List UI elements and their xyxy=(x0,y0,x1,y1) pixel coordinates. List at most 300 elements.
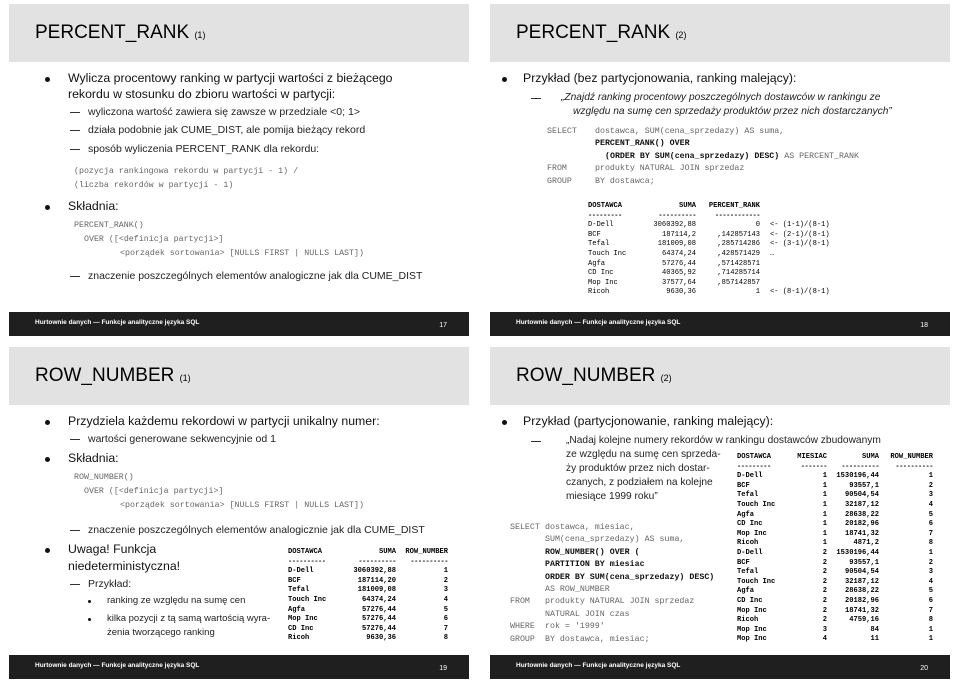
table-cell: CD Inc xyxy=(737,596,763,605)
sql-line xyxy=(510,522,740,534)
table-cell: 64374,24 xyxy=(661,249,696,258)
sql-line xyxy=(510,634,740,646)
table-cell: 7 xyxy=(928,606,933,615)
bullet-dot xyxy=(45,205,50,210)
syntax-line: <porządek sortowania> [NULLS FIRST | NULLS LAST]) xyxy=(120,249,364,258)
table-cell: 2 xyxy=(443,576,448,585)
slide-title-bar xyxy=(490,347,950,405)
table-row xyxy=(737,597,933,607)
table-cell xyxy=(760,279,840,289)
sql-query xyxy=(547,126,877,188)
table-cell: 0 xyxy=(755,221,760,230)
slide-18 xyxy=(481,0,959,340)
syntax-line: ROW_NUMBER() xyxy=(74,473,134,482)
table-cell: 3 xyxy=(443,586,448,595)
table-cell xyxy=(760,269,840,279)
table-cell: BCF xyxy=(737,481,750,490)
table-cell: 187114,2 xyxy=(661,230,696,239)
sql-clause: ROW_NUMBER() OVER ( xyxy=(545,547,640,557)
table-row xyxy=(737,578,933,588)
sql-clause: PERCENT_RANK() OVER xyxy=(595,139,690,149)
table-cell: MIESIAC xyxy=(797,453,827,461)
table-cell: 4 xyxy=(928,577,933,586)
table-cell: 4871,2 xyxy=(853,539,879,548)
table-cell: 2 xyxy=(928,481,933,490)
table-cell: BCF xyxy=(288,576,301,585)
table-cell: 2 xyxy=(928,558,933,567)
sql-line xyxy=(510,572,740,584)
table-cell: SUMA xyxy=(378,548,396,556)
sub-bullet: znaczenie poszczególnych elementów analogiczne jak dla CUME_DIST xyxy=(88,270,423,282)
table-cell: 181009,08 xyxy=(657,240,696,249)
table-cell: 6 xyxy=(928,520,933,529)
table-cell: 6 xyxy=(928,596,933,605)
table-cell: 64374,24 xyxy=(361,595,396,604)
table-cell: 3060392,88 xyxy=(653,221,696,230)
sql-line xyxy=(510,559,740,571)
sql-keyword: WHERE xyxy=(510,622,535,632)
sql-clause: produkty NATURAL JOIN sprzedaz xyxy=(545,597,695,607)
sql-keyword: GROUP xyxy=(547,176,572,186)
sub-bullet: ranking ze względu na sumę cen xyxy=(107,595,246,606)
table-cell: 4 xyxy=(928,500,933,509)
sql-clause: PARTITION BY miesiac xyxy=(545,560,645,570)
table-cell: Touch Inc xyxy=(588,249,627,258)
table-row xyxy=(737,616,933,626)
sql-keyword: GROUP xyxy=(510,634,535,644)
sql-clause: (ORDER BY SUM(cena_sprzedazy) DESC) xyxy=(605,151,780,161)
slide-title: PERCENT_RANK (1) xyxy=(35,22,206,43)
sub-bullet: Przykład: xyxy=(88,578,132,590)
table-cell: 1530196,44 xyxy=(836,548,879,557)
table-row xyxy=(737,530,933,540)
bullet-text: Przydziela każdemu rekordowi w partycji unikalny numer: xyxy=(68,414,380,428)
table-cell: CD Inc xyxy=(737,520,763,529)
table-row xyxy=(737,511,933,521)
sql-line xyxy=(510,621,740,633)
syntax-line: OVER ([<definicja partycji>] xyxy=(84,487,224,496)
table-cell: SUMA xyxy=(861,453,879,461)
slide-title-bar xyxy=(9,347,469,405)
table-cell: 1530196,44 xyxy=(836,472,879,481)
table-cell: 2 xyxy=(822,606,827,615)
bullet-text: Uwaga! Funkcja xyxy=(68,542,157,556)
sql-clause: rok = '1999' xyxy=(545,622,605,632)
bullet-text: niedeterministyczna! xyxy=(68,559,181,573)
page-number: 19 xyxy=(439,665,447,672)
quote-line: miesiące 1999 roku” xyxy=(566,491,658,502)
slide-footer xyxy=(9,312,469,336)
dash xyxy=(70,149,80,150)
table-cell: 2 xyxy=(822,568,827,577)
quote-line: „Znajdź ranking procentowy poszczególnych dostawców w rankingu ze xyxy=(561,92,881,103)
table-cell: 1 xyxy=(755,288,760,297)
sql-clause: BY dostawca, miesiac; xyxy=(545,634,650,644)
table-cell: 40365,92 xyxy=(661,269,696,278)
table-cell: Ricoh xyxy=(737,616,759,625)
table-cell: D-Dell xyxy=(288,567,314,576)
table-header-row xyxy=(737,453,933,463)
syntax-line: OVER ([<definicja partycji>] xyxy=(84,235,224,244)
slide-20 xyxy=(481,343,959,683)
table-cell: <- (8-1)/(8-1) xyxy=(770,288,830,297)
slide-title-bar xyxy=(9,4,469,62)
dash xyxy=(70,530,80,531)
table-row xyxy=(288,586,448,596)
table-cell: D-Dell xyxy=(588,221,614,230)
table-row xyxy=(588,260,840,270)
table-cell: 1 xyxy=(822,539,827,548)
table-header-row xyxy=(288,548,448,558)
table-cell: ROW_NUMBER xyxy=(405,548,448,556)
dash xyxy=(531,441,541,442)
sql-clause: produkty NATURAL JOIN sprzedaz xyxy=(595,164,745,174)
sql-clause: BY dostawca; xyxy=(595,176,655,186)
bullet-text: Przykład (bez partycjonowania, ranking malejący): xyxy=(523,71,797,85)
table-row xyxy=(737,520,933,530)
table-cell: 2 xyxy=(822,596,827,605)
table-separator-row xyxy=(288,558,448,568)
table-row xyxy=(288,567,448,577)
table-cell: 57276,44 xyxy=(361,615,396,624)
table-cell: 8 xyxy=(443,634,448,643)
table-row xyxy=(588,231,840,241)
quote-line: „Nadaj kolejne numery rekordów w rankingu dostawców zbudowanym xyxy=(566,435,881,446)
table-row xyxy=(737,559,933,569)
table-cell: 5 xyxy=(928,510,933,519)
table-cell xyxy=(760,260,840,270)
table-row xyxy=(737,539,933,549)
bullet-dot xyxy=(502,77,507,82)
quote-line: ze względu na sumę cen sprzeda- xyxy=(566,449,721,460)
table-cell: --------- xyxy=(588,211,622,220)
table-cell: Agfa xyxy=(288,605,306,614)
table-cell: ,142857143 xyxy=(717,230,760,239)
table-cell: 3 xyxy=(822,625,827,634)
table-cell: 4759,16 xyxy=(849,616,879,625)
table-cell: SUMA xyxy=(678,202,696,210)
table-separator-row xyxy=(588,212,840,222)
bullet-text: Składnia: xyxy=(68,451,119,465)
slide-footer xyxy=(490,312,950,336)
table-cell: 90504,54 xyxy=(844,568,879,577)
table-cell: 5 xyxy=(928,587,933,596)
table-cell: ,714285714 xyxy=(717,269,760,278)
table-cell: 93557,1 xyxy=(849,481,879,490)
table-row xyxy=(737,472,933,482)
table-row xyxy=(288,615,448,625)
table-row xyxy=(737,501,933,511)
sql-line xyxy=(547,176,877,188)
table-cell: Tefal xyxy=(737,491,759,500)
table-header-row xyxy=(588,202,840,212)
sql-clause: AS ROW_NUMBER xyxy=(545,584,610,594)
sql-clause: SUM(cena_sprzedazy) AS suma, xyxy=(545,535,685,545)
table-cell: 5 xyxy=(443,605,448,614)
syntax-line: PERCENT_RANK() xyxy=(74,221,144,230)
sql-keyword: SELECT xyxy=(510,523,540,532)
table-cell: CD Inc xyxy=(588,269,614,278)
sql-clause: ORDER BY SUM(cena_sprzedazy) DESC) xyxy=(545,572,715,582)
table-cell: 4 xyxy=(822,635,827,644)
table-cell: Ricoh xyxy=(588,288,610,297)
footer-text: Hurtownie danych — Funkcje analityczne języka SQL xyxy=(516,319,681,326)
table-cell: Mop Inc xyxy=(737,606,767,615)
table-cell: 3 xyxy=(928,568,933,577)
table-cell: ---------- xyxy=(410,557,448,566)
table-separator-row xyxy=(737,463,933,473)
sub-bullet: sposób wyliczenia PERCENT_RANK dla rekordu: xyxy=(88,143,320,155)
table-cell: 1 xyxy=(822,472,827,481)
page-number: 18 xyxy=(920,322,928,329)
table-row xyxy=(588,240,840,250)
table-row xyxy=(737,482,933,492)
slide-footer xyxy=(9,655,469,679)
bullet-text: Przykład (partycjonowanie, ranking malejący): xyxy=(523,414,774,428)
sub-bullet: działa podobnie jak CUME_DIST, ale pomija bieżący rekord xyxy=(88,124,366,136)
table-cell: 57276,44 xyxy=(661,259,696,268)
table-cell: 2 xyxy=(822,587,827,596)
table-row xyxy=(588,279,840,289)
table-cell: 28638,22 xyxy=(844,587,879,596)
table-cell: 32187,12 xyxy=(844,500,879,509)
table-cell: ---------- xyxy=(358,557,396,566)
table-cell: DOSTAWCA xyxy=(737,453,772,461)
dash xyxy=(70,439,80,440)
table-row xyxy=(288,606,448,616)
table-cell: 1 xyxy=(822,510,827,519)
sql-query xyxy=(510,522,740,646)
table-cell: … xyxy=(770,249,775,258)
sql-line xyxy=(510,547,740,559)
result-table xyxy=(737,453,933,645)
table-row xyxy=(288,634,448,644)
syntax-line: <porządek sortowania> [NULLS FIRST | NULLS LAST]) xyxy=(120,501,364,510)
sql-line xyxy=(547,126,877,138)
table-row xyxy=(588,250,840,260)
sql-keyword: FROM xyxy=(510,597,530,607)
table-cell: ,428571429 xyxy=(717,249,760,258)
table-cell: Touch Inc xyxy=(288,595,327,604)
page-number: 17 xyxy=(439,322,447,329)
table-cell: 181009,08 xyxy=(357,586,396,595)
quote-line: ży produktów przez nich dostar- xyxy=(566,463,710,474)
table-cell: 8 xyxy=(928,539,933,548)
table-cell: 7 xyxy=(928,529,933,538)
result-table xyxy=(288,548,448,644)
table-cell: D-Dell xyxy=(737,548,763,557)
table-cell: ,571428571 xyxy=(717,259,760,268)
table-cell: 28638,22 xyxy=(844,510,879,519)
sql-line xyxy=(510,584,740,596)
table-cell: Ricoh xyxy=(288,634,310,643)
table-cell: 1 xyxy=(822,529,827,538)
slide-footer xyxy=(490,655,950,679)
table-cell: 37577,64 xyxy=(661,278,696,287)
table-cell: DOSTAWCA xyxy=(288,548,323,556)
bullet-dot xyxy=(45,77,50,82)
table-cell: 2 xyxy=(822,616,827,625)
footer-text: Hurtownie danych — Funkcje analityczne języka SQL xyxy=(516,662,681,669)
page-number: 20 xyxy=(920,665,928,672)
result-table xyxy=(588,202,840,298)
slide-title-bar xyxy=(490,4,950,62)
slide-title: ROW_NUMBER (1) xyxy=(35,365,191,386)
table-cell: DOSTAWCA xyxy=(588,202,623,210)
table-cell: 2 xyxy=(822,558,827,567)
table-cell: 1 xyxy=(928,625,933,634)
sql-clause: dostawca, miesiac, xyxy=(545,523,635,532)
table-cell: 1 xyxy=(822,520,827,529)
table-cell: 1 xyxy=(822,500,827,509)
table-cell: 20182,96 xyxy=(844,596,879,605)
sql-line xyxy=(547,138,877,150)
table-cell: 1 xyxy=(443,567,448,576)
table-row xyxy=(737,626,933,636)
table-cell: 187114,20 xyxy=(357,576,396,585)
table-cell: 8 xyxy=(928,616,933,625)
table-cell: Mop Inc xyxy=(737,529,767,538)
table-cell: Touch Inc xyxy=(737,577,776,586)
bullet-text: Składnia: xyxy=(68,199,119,213)
sub-bullet: znaczenie poszczególnych elementów analogicznie jak dla CUME_DIST xyxy=(88,524,425,536)
footer-text: Hurtownie danych — Funkcje analityczne języka SQL xyxy=(35,662,200,669)
table-cell: 9630,36 xyxy=(666,288,696,297)
table-cell: Mop Inc xyxy=(737,625,767,634)
table-row xyxy=(588,288,840,298)
sub-bullet: żenia tworzącego ranking xyxy=(107,627,215,638)
table-cell: --------- xyxy=(737,462,771,471)
sub-bullet: wyliczona wartość zawiera się zawsze w przedziale <0; 1> xyxy=(88,106,360,118)
dash xyxy=(70,276,80,277)
table-row xyxy=(737,635,933,645)
sql-keyword: SELECT xyxy=(547,127,577,136)
table-cell: ------- xyxy=(800,462,827,471)
table-cell: 93557,1 xyxy=(849,558,879,567)
table-cell: 20182,96 xyxy=(844,520,879,529)
table-cell: ---------- xyxy=(288,557,326,566)
table-cell: <- (1-1)/(8-1) xyxy=(770,221,830,230)
table-cell: ROW_NUMBER xyxy=(890,453,933,461)
table-row xyxy=(737,568,933,578)
sql-line xyxy=(510,596,740,608)
table-cell: Agfa xyxy=(588,259,606,268)
table-cell: BCF xyxy=(588,230,601,239)
table-row xyxy=(737,607,933,617)
table-cell: Mop Inc xyxy=(737,635,767,644)
table-cell: Ricoh xyxy=(737,539,759,548)
dash xyxy=(70,584,80,585)
table-cell: 32187,12 xyxy=(844,577,879,586)
table-cell: <- (3-1)/(8-1) xyxy=(770,240,830,249)
table-cell: 1 xyxy=(822,481,827,490)
table-cell: 18741,32 xyxy=(844,606,879,615)
table-cell: 11 xyxy=(870,635,879,644)
sql-clause: AS PERCENT_RANK xyxy=(779,151,859,161)
table-cell: ---------- xyxy=(841,462,879,471)
table-cell: 84 xyxy=(870,625,879,634)
formula-line: (pozycja rankingowa rekordu w partycji - 1) / xyxy=(74,167,299,176)
footer-text: Hurtownie danych — Funkcje analityczne języka SQL xyxy=(35,319,200,326)
formula-line: (liczba rekordów w partycji - 1) xyxy=(74,181,234,190)
sql-clause: dostawca, SUM(cena_sprzedazy) AS suma, xyxy=(595,127,785,136)
table-row xyxy=(588,221,840,231)
table-cell: ---------- xyxy=(658,211,696,220)
slide-19 xyxy=(0,343,478,683)
table-cell: Mop Inc xyxy=(288,615,318,624)
table-cell: Agfa xyxy=(737,510,755,519)
sql-clause: NATURAL JOIN czas xyxy=(545,609,630,619)
table-cell: Agfa xyxy=(737,587,755,596)
table-cell: Tefal xyxy=(737,568,759,577)
bullet-dot xyxy=(502,420,507,425)
sub-bullet: wartości generowane sekwencyjnie od 1 xyxy=(88,433,276,445)
table-cell: Tefal xyxy=(288,586,310,595)
sub-bullet: kilka pozycji z tą samą wartością wyra- xyxy=(107,613,271,624)
table-cell: PERCENT_RANK xyxy=(708,202,760,210)
quote-line: czanych, z podziałem na kolejne xyxy=(566,477,713,488)
table-cell: Mop Inc xyxy=(588,278,618,287)
table-cell: ,285714286 xyxy=(717,240,760,249)
table-cell: 3060392,88 xyxy=(353,567,396,576)
table-cell: ---------- xyxy=(895,462,933,471)
sql-keyword: FROM xyxy=(547,164,567,174)
bullet-dot xyxy=(45,457,50,462)
table-cell: 1 xyxy=(928,548,933,557)
sql-line xyxy=(510,534,740,546)
table-cell: 18741,32 xyxy=(844,529,879,538)
table-cell: CD Inc xyxy=(288,624,314,633)
slide-title: ROW_NUMBER (2) xyxy=(516,365,672,386)
dash xyxy=(531,98,541,99)
table-row xyxy=(288,577,448,587)
bullet-dot xyxy=(88,600,91,603)
table-cell: 57276,44 xyxy=(361,624,396,633)
table-cell: BCF xyxy=(737,558,750,567)
table-cell: 1 xyxy=(822,491,827,500)
table-cell: Touch Inc xyxy=(737,500,776,509)
sql-line xyxy=(510,609,740,621)
quote-line: względu na sumę cen sprzedaży produktów przez nich dostarczanych” xyxy=(573,106,892,117)
table-row xyxy=(288,625,448,635)
table-row xyxy=(737,549,933,559)
table-cell: 9630,36 xyxy=(366,634,396,643)
sql-line xyxy=(547,151,877,163)
table-row xyxy=(288,596,448,606)
table-row xyxy=(737,491,933,501)
table-cell: 1 xyxy=(928,472,933,481)
table-cell: ,857142857 xyxy=(717,278,760,287)
table-cell: D-Dell xyxy=(737,472,763,481)
table-cell: 3 xyxy=(928,491,933,500)
table-cell: 4 xyxy=(443,595,448,604)
table-row xyxy=(737,587,933,597)
table-cell: 1 xyxy=(928,635,933,644)
table-cell: 2 xyxy=(822,548,827,557)
table-cell: 90504,54 xyxy=(844,491,879,500)
slide-title: PERCENT_RANK (2) xyxy=(516,22,687,43)
table-cell: 57276,44 xyxy=(361,605,396,614)
table-cell: Tefal xyxy=(588,240,610,249)
table-row xyxy=(588,269,840,279)
dash xyxy=(70,112,80,113)
slide-17 xyxy=(0,0,478,340)
table-cell: 2 xyxy=(822,577,827,586)
bullet-dot xyxy=(45,548,50,553)
bullet-dot xyxy=(45,420,50,425)
bullet-dot xyxy=(88,618,91,621)
dash xyxy=(70,130,80,131)
